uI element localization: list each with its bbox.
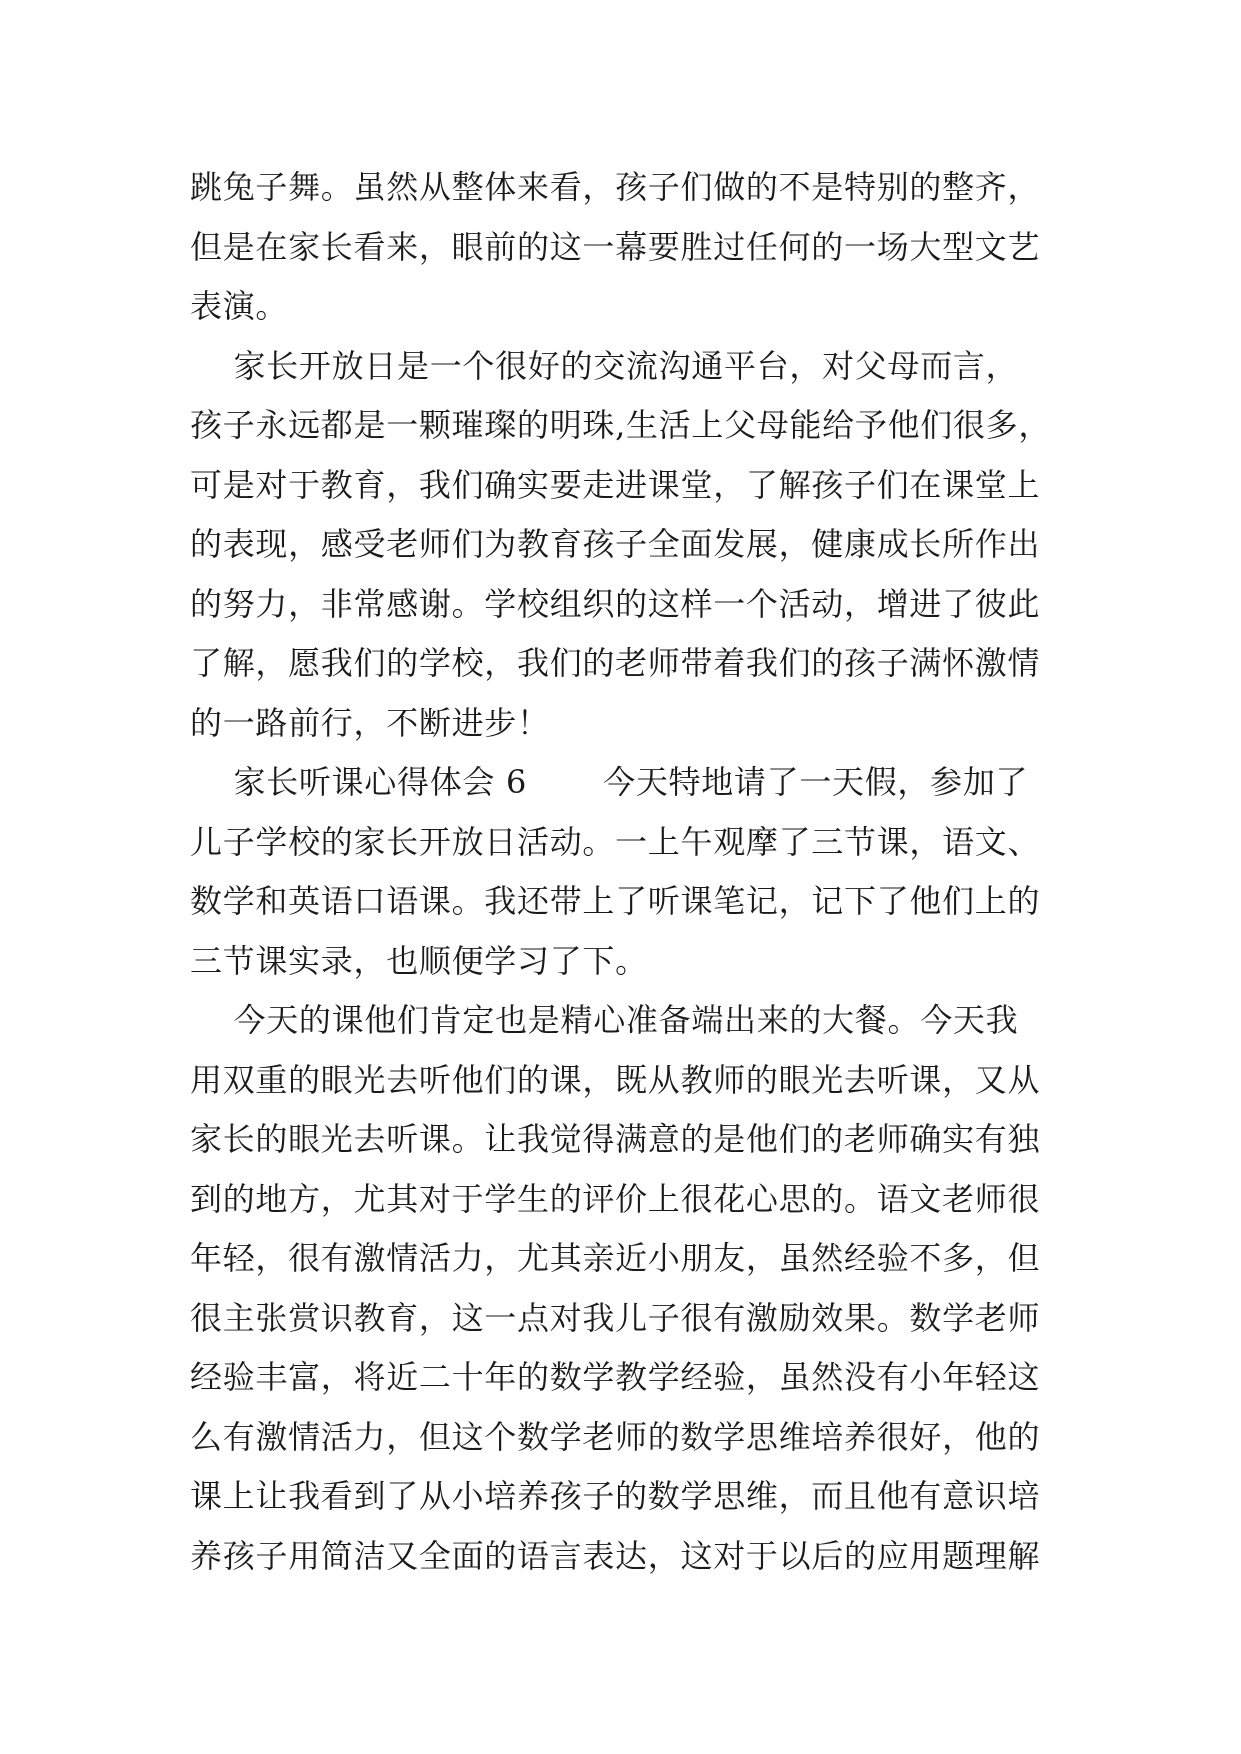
text-line: 孩子永远都是一颗璀璨的明珠,生活上父母能给予他们很多， [190, 406, 1052, 444]
text-line: 今天的课他们肯定也是精心准备端出来的大餐。今天我 [190, 1001, 1019, 1039]
text-line: 么有激情活力，但这个数学老师的数学思维培养很好，他的 [190, 1417, 1041, 1456]
text-line: 经验丰富，将近二十年的数学教学经验，虽然没有小年轻这 [190, 1358, 1041, 1396]
text-line: 用双重的眼光去听他们的课，既从教师的眼光去听课，又从 [190, 1060, 1041, 1099]
text-line: 三节课实录，也顺便学习了下。 [190, 941, 648, 980]
text-line: 家长的眼光去听课。让我觉得满意的是他们的老师确实有独 [190, 1120, 1041, 1158]
text-line: 养孩子用简洁又全面的语言表达，这对于以后的应用题理解 [190, 1536, 1041, 1575]
text-line: 数学和英语口语课。我还带上了听课笔记，记下了他们上的 [190, 882, 1041, 920]
text-line: 家长听课心得体会 6 今天特地请了一天假，参加了 [190, 763, 1029, 801]
text-line: 很主张赏识教育，这一点对我儿子很有激励效果。数学老师 [190, 1298, 1041, 1337]
text-line: 的努力，非常感谢。学校组织的这样一个活动，增进了彼此 [190, 584, 1041, 623]
text-line: 的表现，感受老师们为教育孩子全面发展，健康成长所作出 [190, 525, 1041, 563]
text-line: 年轻，很有激情活力，尤其亲近小朋友，虽然经验不多，但 [190, 1239, 1041, 1277]
text-line: 家长开放日是一个很好的交流沟通平台，对父母而言， [190, 346, 1019, 385]
text-line: 可是对于教育，我们确实要走进课堂，了解孩子们在课堂上 [190, 465, 1041, 504]
text-line: 的一路前行，不断进步！ [190, 703, 550, 742]
text-line: 了解，愿我们的学校，我们的老师带着我们的孩子满怀激情 [190, 644, 1041, 682]
text-line: 到的地方，尤其对于学生的评价上很花心思的。语文老师很 [190, 1179, 1041, 1218]
text-line: 课上让我看到了从小培养孩子的数学思维，而且他有意识培 [190, 1477, 1041, 1515]
text-line: 跳兔子舞。虽然从整体来看，孩子们做的不是特别的整齐， [190, 168, 1041, 206]
text-line: 儿子学校的家长开放日活动。一上午观摩了三节课，语文、 [190, 822, 1041, 861]
document-body [190, 158, 1050, 1586]
text-line: 表演。 [190, 287, 289, 325]
text-line: 但是在家长看来，眼前的这一幕要胜过任何的一场大型文艺 [190, 227, 1041, 266]
